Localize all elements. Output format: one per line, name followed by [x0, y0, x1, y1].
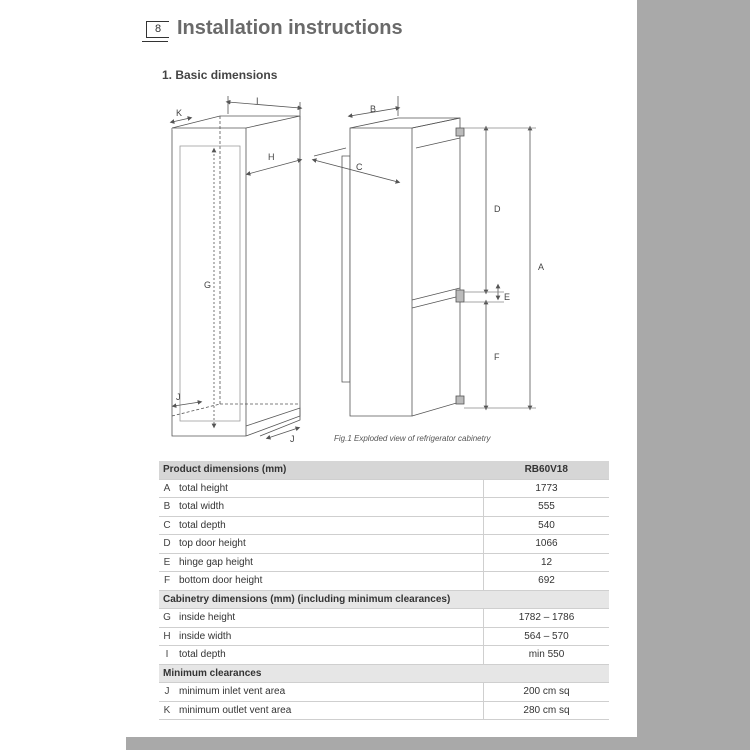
- label-E: E: [504, 292, 511, 302]
- table-row: [159, 646, 609, 665]
- cabinetry-diagram: [150, 86, 580, 456]
- header-underline: [142, 41, 168, 42]
- label-J: J: [176, 392, 181, 402]
- table-row: [159, 609, 609, 628]
- label-I: I: [256, 96, 259, 106]
- section-title: 1. Basic dimensions: [162, 68, 278, 82]
- row-label: total depth: [175, 516, 484, 535]
- cabinetry-section-row: [159, 590, 609, 609]
- row-letter: E: [159, 553, 175, 572]
- row-label: total height: [175, 479, 484, 498]
- refrigerator-drawing: [314, 96, 536, 416]
- figure-caption: Fig.1 Exploded view of refrigerator cabinetry: [334, 434, 491, 443]
- right-margin: [637, 0, 750, 750]
- table-row: [159, 498, 609, 517]
- row-value: 1782 – 1786: [484, 609, 610, 628]
- row-value: 564 – 570: [484, 627, 610, 646]
- row-letter: F: [159, 572, 175, 591]
- table-header-label: Product dimensions (mm): [159, 461, 484, 479]
- label-F: F: [494, 352, 500, 362]
- label-G: G: [204, 280, 212, 290]
- row-value: 1773: [484, 479, 610, 498]
- row-label: minimum outlet vent area: [175, 701, 484, 720]
- row-label: inside width: [175, 627, 484, 646]
- row-letter: A: [159, 479, 175, 498]
- label-K: K: [176, 108, 183, 118]
- table-header-model: RB60V18: [484, 461, 610, 479]
- row-letter: I: [159, 646, 175, 665]
- cabinet-drawing: [172, 96, 300, 438]
- row-label: total depth: [175, 646, 484, 665]
- row-label: bottom door height: [175, 572, 484, 591]
- row-letter: C: [159, 516, 175, 535]
- row-letter: K: [159, 701, 175, 720]
- row-value: 280 cm sq: [484, 701, 610, 720]
- bottom-margin: [126, 737, 637, 750]
- label-B: B: [370, 104, 377, 114]
- row-label: total width: [175, 498, 484, 517]
- label-H: H: [268, 152, 275, 162]
- label-C: C: [356, 162, 363, 172]
- row-letter: G: [159, 609, 175, 628]
- row-value: 1066: [484, 535, 610, 554]
- row-letter: H: [159, 627, 175, 646]
- table-row: [159, 701, 609, 720]
- dimensions-table: [159, 461, 609, 720]
- clearance-section-row: [159, 664, 609, 683]
- table-row: [159, 516, 609, 535]
- clearance-section-title: Minimum clearances: [159, 664, 609, 683]
- table-row: [159, 535, 609, 554]
- page-header: [142, 17, 582, 43]
- document-page: [126, 0, 637, 737]
- label-A: A: [538, 262, 545, 272]
- row-value: 540: [484, 516, 610, 535]
- row-value: 12: [484, 553, 610, 572]
- table-header-row: [159, 461, 609, 479]
- row-value: 200 cm sq: [484, 683, 610, 702]
- table-row: [159, 683, 609, 702]
- row-letter: D: [159, 535, 175, 554]
- table-row: [159, 572, 609, 591]
- row-label: top door height: [175, 535, 484, 554]
- label-J2: J: [290, 434, 295, 444]
- row-value: 555: [484, 498, 610, 517]
- cabinetry-section-title: Cabinetry dimensions (mm) (including minimum clearances): [159, 590, 609, 609]
- row-label: hinge gap height: [175, 553, 484, 572]
- page-title: Installation instructions: [177, 17, 403, 39]
- page-number: 8: [146, 21, 169, 38]
- left-margin: [0, 0, 126, 750]
- row-label: inside height: [175, 609, 484, 628]
- row-value: min 550: [484, 646, 610, 665]
- row-letter: B: [159, 498, 175, 517]
- table-row: [159, 553, 609, 572]
- table-row: [159, 627, 609, 646]
- row-value: 692: [484, 572, 610, 591]
- row-label: minimum inlet vent area: [175, 683, 484, 702]
- table-row: [159, 479, 609, 498]
- label-D: D: [494, 204, 501, 214]
- row-letter: J: [159, 683, 175, 702]
